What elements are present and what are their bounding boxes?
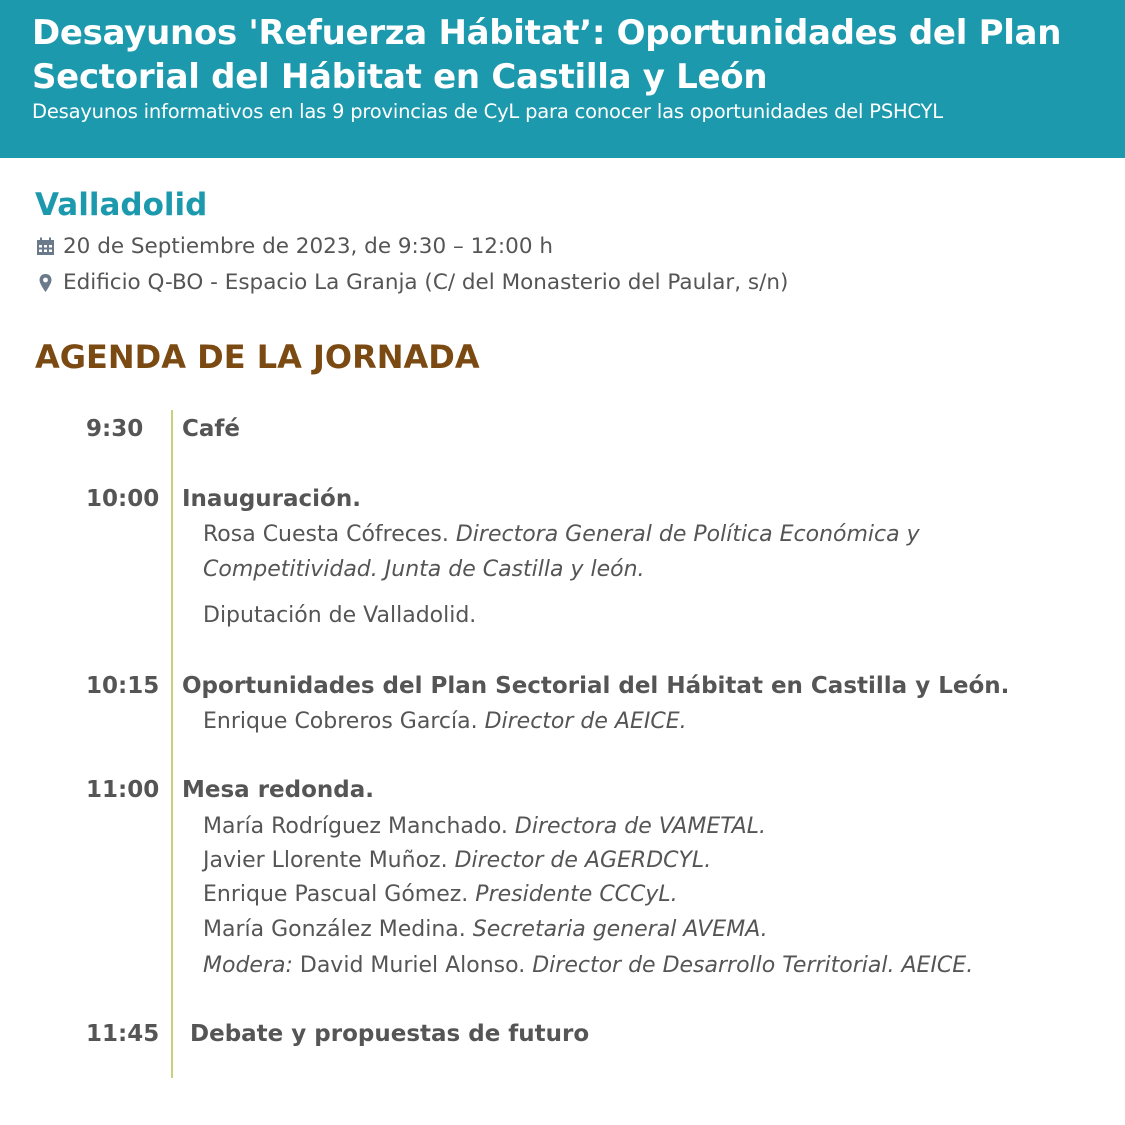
map-pin-icon bbox=[36, 273, 55, 293]
header-title-line2: Sectorial del Hábitat en Castilla y León bbox=[32, 57, 768, 97]
header-subtitle: Desayunos informativos en las 9 provincias de CyL para conocer las oportunidades del PSHCYL bbox=[32, 100, 943, 123]
agenda-time-1000: 10:00 bbox=[86, 486, 160, 512]
speaker-name: María González Medina. bbox=[203, 917, 473, 942]
calendar-icon bbox=[36, 237, 55, 256]
header-banner bbox=[0, 0, 1125, 158]
speaker-role: Director de AGERDCYL. bbox=[454, 848, 712, 873]
agenda-time-0930: 9:30 bbox=[86, 416, 144, 442]
speaker-role: Director de Desarrollo Territorial. AEICE. bbox=[532, 953, 974, 978]
speaker-role: Competitividad. Junta de Castilla y león. bbox=[203, 557, 645, 582]
event-date-row bbox=[36, 234, 553, 259]
agenda-item-mesa-redonda: Mesa redonda. bbox=[182, 777, 375, 803]
speaker-moderator-david-muriel bbox=[203, 948, 973, 983]
speaker-name: Enrique Pascual Gómez. bbox=[203, 882, 476, 907]
event-place: Edificio Q-BO - Espacio La Granja (C/ del Monasterio del Paular, s/n) bbox=[63, 270, 789, 295]
speaker-name: Enrique Cobreros García. bbox=[203, 709, 485, 734]
speaker-role: Secretaria general AVEMA. bbox=[472, 917, 768, 942]
speaker-name: David Muriel Alonso. bbox=[292, 953, 533, 978]
agenda-time-1145: 11:45 bbox=[86, 1021, 160, 1047]
speaker-role: Presidente CCCyL. bbox=[475, 882, 678, 907]
speaker-maria-gonzalez bbox=[203, 912, 768, 947]
speaker-role: Directora General de Política Económica y bbox=[455, 522, 920, 547]
speaker-rosa-cuesta-role-continued bbox=[203, 552, 645, 587]
agenda-time-1100: 11:00 bbox=[86, 777, 160, 803]
moderator-prefix: Modera: bbox=[203, 953, 293, 978]
timeline-divider bbox=[171, 410, 173, 1078]
agenda-item-oportunidades: Oportunidades del Plan Sectorial del Hábitat en Castilla y León. bbox=[182, 673, 1010, 699]
speaker-maria-rodriguez bbox=[203, 809, 766, 844]
speaker-enrique-cobreros bbox=[203, 704, 687, 739]
speaker-javier-llorente bbox=[203, 843, 711, 878]
agenda-item-debate: Debate y propuestas de futuro bbox=[190, 1021, 590, 1047]
speaker-role: Directora de VAMETAL. bbox=[514, 814, 766, 839]
event-place-row bbox=[36, 270, 788, 295]
header-title-line1: Desayunos 'Refuerza Hábitat’: Oportunidades del Plan bbox=[32, 13, 1062, 53]
agenda-item-inauguracion: Inauguración. bbox=[182, 486, 361, 512]
agenda-item-cafe: Café bbox=[182, 416, 241, 442]
speaker-role: Director de AEICE. bbox=[484, 709, 687, 734]
event-city: Valladolid bbox=[35, 187, 208, 223]
agenda-time-1015: 10:15 bbox=[86, 673, 160, 699]
agenda-title: AGENDA DE LA JORNADA bbox=[35, 338, 480, 376]
speaker-name: María Rodríguez Manchado. bbox=[203, 814, 515, 839]
speaker-enrique-pascual bbox=[203, 877, 678, 912]
event-date: 20 de Septiembre de 2023, de 9:30 – 12:00 h bbox=[63, 234, 553, 259]
speaker-rosa-cuesta bbox=[203, 517, 920, 552]
speaker-name: Javier Llorente Muñoz. bbox=[203, 848, 455, 873]
speaker-name: Rosa Cuesta Cófreces. bbox=[203, 522, 456, 547]
speaker-diputacion: Diputación de Valladolid. bbox=[203, 603, 477, 628]
